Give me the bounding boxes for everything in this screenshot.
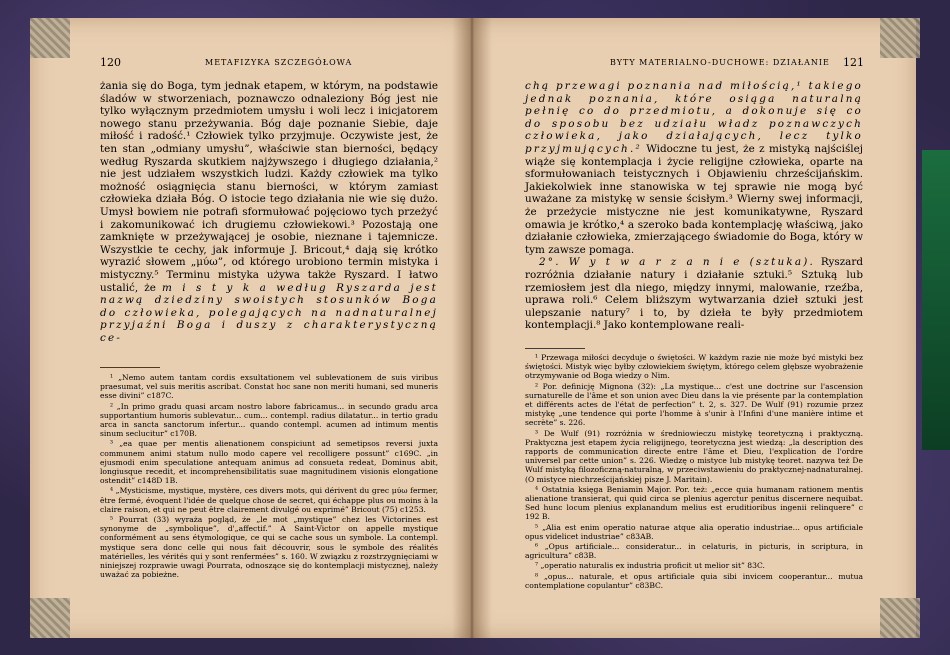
footnote-rule-left xyxy=(100,367,160,368)
corner-protector-top-right xyxy=(880,18,920,58)
right-footnotes xyxy=(525,353,863,591)
right-body-paragraph: Widoczne tu jest, że z mistyką najściślej wiąże się kontemplacja i życie religijne człowieka, oparte na sformułowaniach teistycznych i Objawieniu chrześcijańskim. Jakiekolwiek inne stanowiska w tej sprawie nie mogą być uważane za mistykę w sensie ścisłym.³ Wierny swej informacji, że przeżycie mistyczne nie jest komunikatywne, Ryszard omawia je krótko,⁴ a szeroko bada kontemplację właściwą, jako działanie człowieka, zmierzającego świadomie do Boga, który w tym zawsze pomaga. xyxy=(525,142,863,256)
footnote: ⁵ Pourrat (33) wyraża pogląd, że „le mot „mystique” chez les Victorines est synonyme de „symbolique”, d'„affectif.” A Saint-Victor on appelle mystique conformément au sens étymologique, ce qui se cache sous un symbole. La contempl. mystique sera donc celle qui nous fait découvrir, sous le symbole des réalités matérielles, les vérités qui y sont renfermées” s. 160. W związku z rozstrzygnięciami w niniejszej rozprawie uwagi Pourrata, odnoszące się do kontemplacji mistycznej, należy uważać za pobieżne. xyxy=(100,515,438,580)
corner-protector-bottom-right xyxy=(880,598,920,638)
right-body-spaced-text: chą przewagi poznania nad miłością,¹ takiego jednak poznania, które osiąga naturalną pełnię co do przedmiotu, a dokonuje się co do sposobu bez udziału władz poznawczych człowieka, jako działających, lecz tylko przyjmujących.² xyxy=(525,80,863,155)
left-main-text xyxy=(100,80,438,344)
footnote: ¹ „Nemo autem tantam cordis exsultationem vel sublevationem de suis viribus praesumat, vel suis meritis ascribat. Constat hoc sane non meriti humani, sed muneris esse divini” c187C. xyxy=(100,373,438,401)
right-body-paragraph-2: Ryszard rozróżnia działanie natury i działanie sztuki.⁵ Sztuką lub rzemiosłem jest dla niego, między innymi, malowanie, rzeźba, uprawa roli.⁶ Celem bliższym wytwarzania dzieł sztuki jest ulepszanie natury⁷ i to, by dzieła te były przedmiotem kontemplacji.⁸ Jako kontemplowane reali- xyxy=(525,256,863,332)
page-number-left: 120 xyxy=(100,56,121,69)
footnote: ² „In primo gradu quasi arcam nostro labore fabricamus... in secundo gradu arca supportantium humoris sublevatur... cum... contempl. radius dilatatur... in tertio gradu arca in sancta sanctorum infertur... quando contempl. acumen ad intimum mentis sinum seclucitur” c170B. xyxy=(100,401,438,439)
footnote-rule-right xyxy=(525,348,585,349)
page-number-right: 121 xyxy=(843,56,864,69)
footnote: ⁷ „operatio naturalis ex industria proficit ut melior sit” 83C. xyxy=(535,561,765,571)
left-body-spaced-text: m i s t y k a według Ryszarda jest nazwą dziedziny swoistych stosunków Boga do człowieka, polegających na nadnaturalnej przyjaźni Boga i duszy z charakterystyczną ce- xyxy=(100,281,438,344)
right-main-text xyxy=(525,80,863,332)
footnote: ⁴ Ostatnia księga Beniamin Major. Por. też: „ecce quia humanam rationem mentis alienatione transierat, qui quid circa se plenius agerctur penitus discernere nequibat. Sed hunc locum plenius explanandum melius est eruditioribus ingenii relinquere” c 192 B. xyxy=(525,484,863,522)
corner-protector-bottom-left xyxy=(30,598,70,638)
running-head-right: BYTY MATERIALNO-DUCHOWE: DZIAŁANIE xyxy=(610,58,830,67)
footnote: ⁴ „Mysticisme, mystique, mystère, ces divers mots, qui dérivent du grec μύω fermer, être fermé, évoquent l'idée de quelque chose de secret, qui échappe plus ou moins à la claire raison, et qui ne peut être clairement divulgé ou exprimé” Bricout (75) c1253. xyxy=(100,486,438,514)
green-bookmark-edge xyxy=(922,150,950,450)
footnote: ³ De Wulf (91) rozróżnia w średniowieczu mistykę teoretyczną i praktyczną. Praktyczna jest etapem życia religijnego, teoretyczna jest wiedzą: „la description des rapports de communication directe entre l'âme et Dieu, l'explication de l'ordre universel par cette union” s. 226. Wiedzę o mistyce lub mistykę teoret. nazywa też De Wulf mistyką filozoficzną-naturalną, w przeciwstawieniu do praktycznej-nadnaturalnej. (O mistyce niechrześcijańskiej pisze J. Maritain). xyxy=(525,428,863,484)
corner-protector-top-left xyxy=(30,18,70,58)
footnote: ² Por. definicję Mignona (32): „La mystique... c'est une doctrine sur l'ascension surnaturelle de l'âme et son union avec Dieu dans la vie présente par la contemplation et différents actes de l'état de perfection” t. 2, s. 327. De Wulf (91) rozumie przez mistykę „une tendence qui porte l'homme à s'unir à l'Infini d'une manière intime et secrète” s. 226. xyxy=(525,381,863,428)
left-body-paragraph: żania się do Boga, tym jednak etapem, w którym, na podstawie śladów w stworzeniach, poznawczo odnaleziony Bóg jest nie tylko wyłącznym przedmiotem umysłu i woli lecz i inicjatorem nowego stanu przeżywania. Bóg daje poznanie Siebie, daje miłość i radość.¹ Człowiek tylko przyjmuje. Oczywiste jest, że ten stan „odmiany umysłu”, właściwie stan bierności, będący według Ryszarda skutkiem najżywszego i długiego działania,² nie jest udziałem wszystkich ludzi. Każdy człowiek ma tylko możność osiągnięcia stanu bierności, w którym zamiast człowieka działa Bóg. O istocie tego działania nie wie się dużo. Umysł bowiem nie potrafi sformułować pojęciowo tych przeżyć i zakomunikować ich drugiemu człowiekowi.³ Pozostają one zamknięte w przeżywającej je osobie, nieznane i tajemnicze. Wszystkie te cechy, jak informuje J. Bricout,⁴ dają się krótko wyrazić słowem „μύω”, od którego urobiono termin mistyka i mistyczny.⁵ Terminu mistyka używa także Ryszard. I łatwo ustalić, że xyxy=(100,80,438,294)
footnote: ³ „ea quae per mentis alienationem conspiciunt ad semetipsos reversi juxta communem animi statum nullo modo capere vel recolligere possunt” c169C. „in ejusmodi enim speculatione antequam animus ad consueta redeat, Dominus abit, longiusque recedit, et incomprehensibilitatis suae magnitudinem visionis elongatione ostendit” c148D 1B. xyxy=(100,439,438,486)
footnote: ⁶ „Opus artificiale... consideratur... in celaturis, in picturis, in scriptura, in agricultura” c83B. xyxy=(525,542,863,561)
book-gutter xyxy=(452,18,492,638)
footnote: ¹ Przewaga miłości decyduje o świętości. W każdym razie nie może być mistyki bez świętości. Mistyk więc byłby człowiekiem świętym, którego celem głębsze wyobrażenie otrzymywanie od Boga wiedzy o Nim. xyxy=(525,353,863,381)
footnote: ⁸ „opus... naturale, et opus artificiale quia sibi invicem cooperantur... mutua contemplatione copulantur” c83BC. xyxy=(525,571,863,590)
running-head-left: METAFIZYKA SZCZEGÓŁOWA xyxy=(205,58,353,67)
footnote: ⁵ „Alia est enim operatio naturae atque alia operatio industriae... opus artificiale opus videlicet industriae” c83AB. xyxy=(525,522,863,541)
section-heading-sztuka: 2°. W y t w a r z a n i e (sztuka). xyxy=(539,256,816,269)
left-footnotes xyxy=(100,373,438,580)
